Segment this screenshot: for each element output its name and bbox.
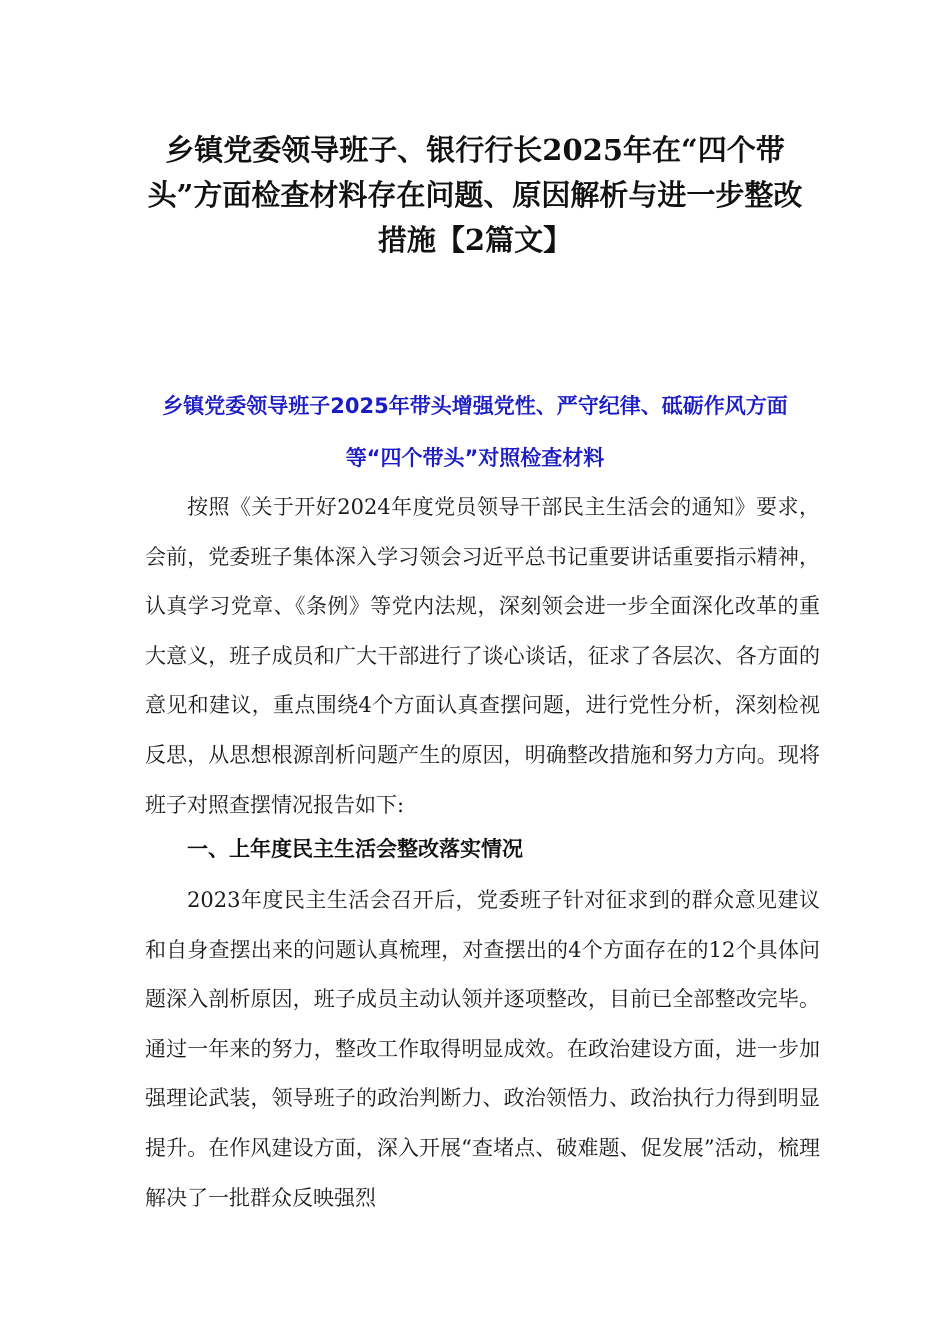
title-line-2: 头”方面检查材料存在问题、原因解析与进一步整改 xyxy=(147,178,803,212)
subtitle-line-1: 乡镇党委领导班子2025年带头增强党性、严守纪律、砥砺作风方面 xyxy=(162,394,788,418)
document-title xyxy=(120,128,830,263)
intro-section xyxy=(145,483,820,830)
section-body xyxy=(145,876,820,1223)
subtitle-line-2: 等“四个带头”对照检查材料 xyxy=(345,446,605,470)
document-subtitle xyxy=(100,380,850,484)
section-heading: 一、上年度民主生活会整改落实情况 xyxy=(187,837,523,861)
title-line-1: 乡镇党委领导班子、银行行长2025年在“四个带 xyxy=(165,133,785,167)
title-line-3: 措施【2篇文】 xyxy=(377,223,573,257)
section-paragraph: 2023年度民主生活会召开后，党委班子针对征求到的群众意见建议和自身查摆出来的问题认真梳理，对查摆出的4个方面存在的12个具体问题深入剖析原因，班子成员主动认领并逐项整改，目前已全部整改完毕。通过一年来的努力，整改工作取得明显成效。在政治建设方面，进一步加强理论武装，领导班子的政治判断力、政治领悟力、政治执行力得到明显提升。在作风建设方面，深入开展“查堵点、破难题、促发展”活动，梳理解决了一批群众反映强烈 xyxy=(145,888,820,1210)
intro-paragraph: 按照《关于开好2024年度党员领导干部民主生活会的通知》要求，会前，党委班子集体深入学习领会习近平总书记重要讲话重要指示精神，认真学习党章、《条例》等党内法规，深刻领会进一步全面深化改革的重大意义，班子成员和广大干部进行了谈心谈话，征求了各层次、各方面的意见和建议，重点围绕4个方面认真查摆问题，进行党性分析，深刻检视反思，从思想根源剖析问题产生的原因，明确整改措施和努力方向。现将班子对照查摆情况报告如下: xyxy=(145,495,820,817)
